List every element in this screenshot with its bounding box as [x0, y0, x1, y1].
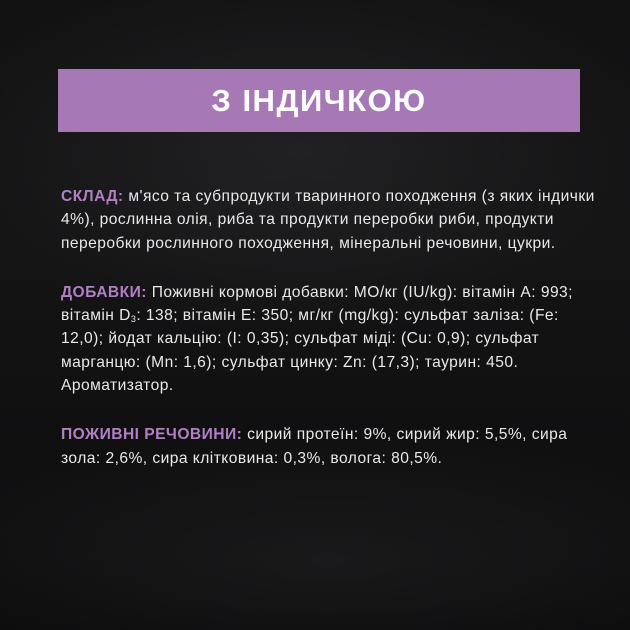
- additives-label: ДОБАВКИ:: [61, 283, 147, 301]
- nutrients-label: ПОЖИВНІ РЕЧОВИНИ:: [61, 426, 243, 444]
- flavoring-text: Ароматизатор.: [61, 377, 174, 395]
- composition-text: м'ясо та субпродукти тваринного походження (з яких індички 4%), рослинна олія, риба та продукти переробки риби, продукти переробки рослинного походження, мінеральні речовини, цукри.: [61, 188, 595, 252]
- additives-text-part-2: : 138; вітамін Е: 350; мг/кг (mg/kg): сульфат заліза: (Fe: 12,0); йодат кальцію: (I: 0,35); сульфат міді: (Cu: 0,9); сульфат марганцю: (Mn: 1,6); сульфат цинку: Zn: (17,3); таурин: 450.: [61, 307, 559, 371]
- additives-subscript: 3: [130, 314, 137, 325]
- nutrients-text: сирий протеїн: 9%, сирий жир: 5,5%, сира зола: 2,6%, сира клітковина: 0,3%, волога: 80,5%.: [61, 426, 568, 467]
- composition-paragraph: [61, 185, 601, 255]
- ingredients-block: [61, 185, 601, 496]
- nutrients-paragraph: [61, 423, 601, 470]
- title-banner: [58, 69, 580, 132]
- composition-label: СКЛАД:: [61, 188, 124, 205]
- product-title: З ІНДИЧКОЮ: [211, 82, 427, 118]
- additives-paragraph: [61, 281, 601, 397]
- additives-text-part-1: Поживні кормові добавки: МО/кг (IU/kg): вітамін А: 993; вітамін D: [61, 283, 573, 325]
